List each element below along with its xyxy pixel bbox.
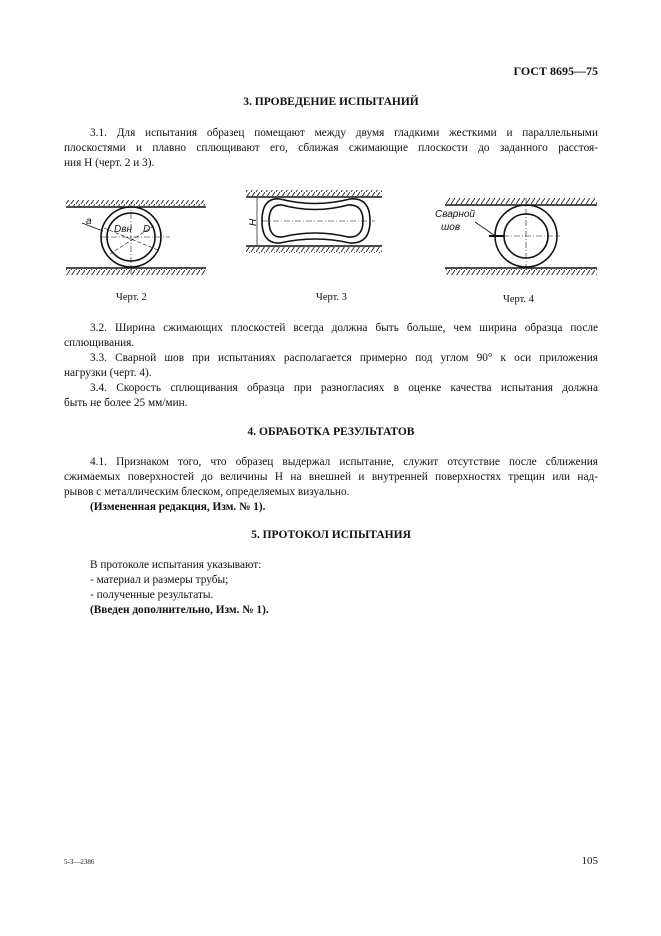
p41-line: рывов с металлическим блеском, определяемых визуально.	[64, 486, 350, 498]
p31-line: 3.1. Для испытания образец помещают между двумя гладкими жесткими и параллельными	[90, 127, 598, 139]
p41-line: сжимаемых поверхностей до величины H на внешней и внутренней поверхностях трещин или над-	[64, 471, 598, 483]
label-a: a	[86, 216, 92, 227]
p34-line: 3.4. Скорость сплющивания образца при разногласиях в оценке качества испытания должна	[90, 382, 598, 394]
label-d: D	[143, 224, 151, 235]
section-5-title: 5. ПРОТОКОЛ ИСПЫТАНИЯ	[251, 529, 411, 541]
p33-line: нагрузки (черт. 4).	[64, 367, 152, 379]
p32-line: сплющивания.	[64, 337, 135, 349]
protocol-line: В протоколе испытания указывают:	[90, 559, 262, 571]
label-h: H	[248, 218, 259, 226]
figure-3-caption: Черт. 3	[316, 292, 347, 303]
protocol-line: - полученные результаты.	[90, 589, 214, 601]
figure-4-drawing	[435, 198, 597, 275]
label-dvn: Dвн	[114, 224, 132, 235]
amendment-note: (Измененная редакция, Изм. № 1).	[90, 501, 266, 513]
figure-2-drawing	[66, 200, 206, 275]
section-3-title: 3. ПРОВЕДЕНИЕ ИСПЫТАНИЙ	[243, 96, 419, 108]
figure-2-caption: Черт. 2	[116, 292, 147, 303]
p31-line: ния H (черт. 2 и 3).	[64, 157, 155, 169]
section-4-title: 4. ОБРАБОТКА РЕЗУЛЬТАТОВ	[247, 426, 415, 438]
label-weld: Сварной	[435, 209, 475, 220]
label-weld: шов	[441, 222, 461, 233]
p32-line: 3.2. Ширина сжимающих плоскостей всегда должна быть больше, чем ширина образца после	[90, 322, 598, 334]
p41-line: 4.1. Признаком того, что образец выдержал испытание, служит отсутствие после сближения	[90, 456, 598, 468]
protocol-line: - материал и размеры трубы;	[90, 574, 229, 586]
standard-number: ГОСТ 8695—75	[513, 64, 598, 78]
figures-drawing	[0, 180, 661, 290]
page-number: 105	[581, 855, 598, 867]
p31-line: плоскостями и плавно сплющивают его, сближая сжимающие плоскости до заданного расстоя-	[64, 142, 598, 154]
p33-line: 3.3. Сварной шов при испытаниях располагается примерно под углом 90° к оси приложения	[90, 352, 598, 364]
footer-code: 5-3—2386	[64, 858, 95, 866]
figure-3-drawing	[246, 190, 382, 253]
p34-line: быть не более 25 мм/мин.	[64, 397, 188, 409]
amendment-note: (Введен дополнительно, Изм. № 1).	[90, 604, 269, 616]
figure-4-caption: Черт. 4	[503, 294, 534, 305]
